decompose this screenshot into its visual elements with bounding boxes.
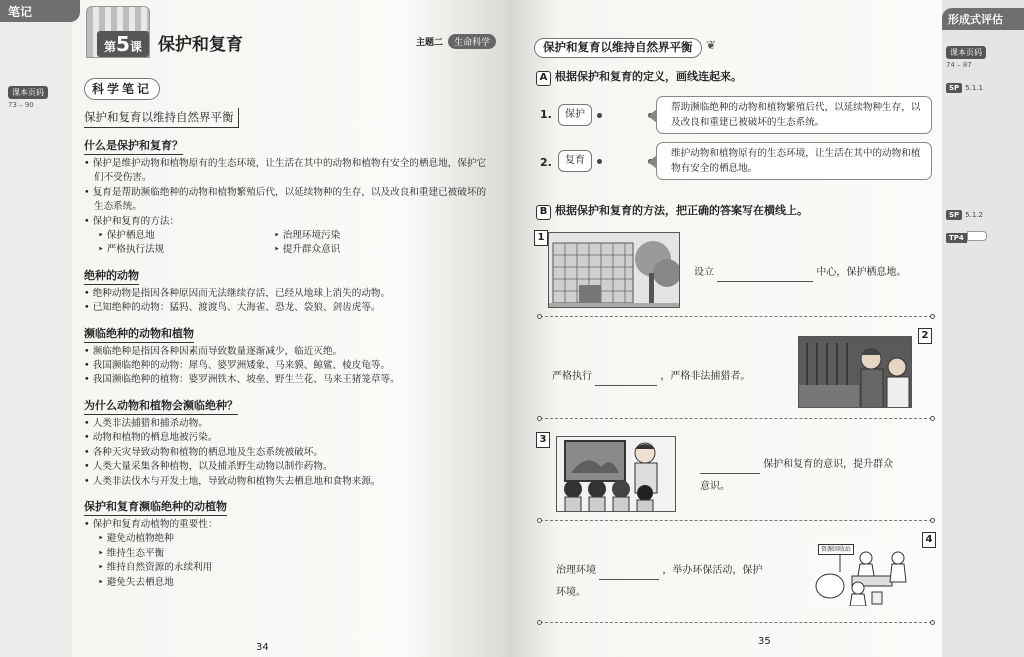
note-bullet: • 我国濒临绝种的植物：婆罗洲铁木、坡垒、野生兰花、马来王猪笼草等。 [84, 374, 400, 386]
sp-badge: SP [946, 83, 962, 93]
divider [540, 520, 932, 521]
answer-blank[interactable] [717, 270, 813, 282]
divider [540, 622, 932, 623]
task-letter: A [536, 71, 551, 86]
note-block-causes [84, 394, 494, 489]
divider-end [930, 620, 935, 625]
recycling-sign: 资源回收站 [818, 544, 854, 555]
page-reference [8, 80, 48, 109]
recycling-illustration [810, 542, 918, 606]
question-sentence-line2: 意识。 [700, 481, 730, 492]
match-definition-box: 帮助濒临绝种的动物和植物繁殖后代，以延续物种生存，以及改良和重建已被破坏的生态系统。 [656, 96, 932, 134]
notes-body [84, 134, 494, 596]
note-bullet: • 保护和复育动植物的重要性： [84, 518, 218, 530]
divider-end [537, 518, 542, 523]
task-letter: B [536, 205, 551, 220]
question-number: 2 [918, 328, 932, 344]
question-sentence [552, 368, 750, 386]
note-sub-item: ‣ 避免动植物绝种 [98, 533, 174, 545]
enforcement-illustration [798, 336, 912, 408]
note-title: 什么是保护和复育？ [84, 137, 183, 155]
lesson-title: 保护和复育 [158, 35, 243, 55]
question-sentence [700, 456, 893, 474]
building-illustration [548, 232, 680, 308]
answer-blank[interactable] [700, 462, 760, 474]
tp-badge: TP4 [946, 233, 967, 243]
question-number: 3 [536, 432, 550, 448]
leaf-icon: ❦ [706, 38, 717, 52]
method-item: ‣ 保护栖息地 [98, 230, 155, 242]
sp-standard-b [946, 202, 987, 244]
science-notes-header: 科学笔记 [84, 78, 160, 100]
note-bullet: • 人类大量采集各种植物，以及捕杀野生动物以制作药物。 [84, 461, 333, 473]
note-block-definition [84, 134, 494, 258]
note-bullet: • 人类非法伐木与开发土地，导致动物和植物失去栖息地和食物来源。 [84, 475, 381, 487]
theme-name: 生命科学 [448, 34, 496, 49]
note-title: 保护和复育濒临绝种的动植物 [84, 498, 227, 516]
section-heading: 保护和复育以维持自然界平衡 [84, 108, 239, 128]
lesson-badge [86, 6, 150, 58]
question-text-after: ，举办环保活动，保护 [662, 565, 763, 576]
task-text: 根据保护和复育的方法，把正确的答案写在横线上。 [555, 204, 808, 217]
note-title: 濒临绝种的动物和植物 [84, 325, 194, 343]
divider-end [537, 620, 542, 625]
method-item: ‣ 严格执行法规 [98, 244, 165, 256]
left-page-number: 34 [256, 642, 269, 653]
note-bullet: • 人类非法捕猎和捕杀动物。 [84, 417, 208, 429]
task-b-instruction [536, 202, 808, 220]
note-bullet: • 已知绝种的动物：猛犸、渡渡鸟、大海雀、恐龙、袋狼、剑齿虎等。 [84, 302, 381, 314]
task-text: 根据保护和复育的定义，画线连起来。 [555, 70, 742, 83]
answer-blank[interactable] [595, 374, 657, 386]
match-definition-box: 维护动物和植物原有的生态环境，让生活在其中的动物和植物有安全的栖息地。 [656, 142, 932, 180]
theme-label [416, 34, 496, 49]
note-title: 为什么动物和植物会濒临绝种？ [84, 397, 238, 415]
divider-end [930, 314, 935, 319]
assessment-tab[interactable]: 形成式评估 [942, 8, 1024, 30]
answer-blank[interactable] [599, 568, 659, 580]
question-text-after: 中心，保护栖息地。 [816, 267, 907, 278]
lesson-number-box [97, 31, 149, 57]
divider-end [537, 314, 542, 319]
note-bullet: • 保护和复育的方法： [84, 215, 180, 227]
question-text-before: 治理环境 [556, 565, 596, 576]
note-sub-item: ‣ 维持生态平衡 [98, 547, 165, 559]
note-block-importance [84, 495, 494, 590]
right-page-number: 35 [758, 636, 771, 647]
question-number: 4 [922, 532, 936, 548]
question-number: 1 [534, 230, 548, 246]
divider-end [537, 416, 542, 421]
right-page-reference [946, 40, 986, 94]
match-number: 1. [540, 108, 552, 121]
methods-list [84, 229, 494, 258]
note-block-endangered [84, 322, 494, 388]
divider-end [930, 416, 935, 421]
sp-code: 5.1.1 [965, 84, 983, 92]
page-reference-label: 课本页码 [8, 86, 48, 99]
question-sentence-line2: 环境。 [556, 587, 586, 598]
divider-end [930, 518, 935, 523]
question-text-after: 保护和复育的意识，提升群众 [763, 459, 894, 470]
note-bullet: • 濒临绝种是指因各种因素而导致数量逐渐减少，临近灭绝。 [84, 345, 343, 357]
divider [540, 418, 932, 419]
note-sub-item: ‣ 避免失去栖息地 [98, 576, 174, 588]
lesson-prefix: 第 [104, 40, 117, 54]
note-bullet: • 复育是帮助濒临绝种的动物和植物繁殖后代，以延续物种的生存，以及改良和重建已被破坏的生态系统。 [84, 186, 487, 213]
match-number: 2. [540, 156, 552, 169]
tp-score-box[interactable] [967, 231, 987, 241]
match-dot[interactable] [597, 113, 602, 118]
note-block-extinct [84, 264, 494, 316]
note-title: 绝种的动物 [84, 267, 139, 285]
divider [540, 316, 932, 317]
note-bullet: • 各种天灾导致动物和植物的栖息地及生态系统被破坏。 [84, 446, 323, 458]
question-sentence [556, 562, 762, 580]
notes-tab[interactable]: 笔记 [0, 0, 80, 22]
note-bullet: • 动物和植物的栖息地被污染。 [84, 432, 218, 444]
question-text-before: 严格执行 [552, 371, 592, 382]
note-bullet: • 绝种动物是指因各种原因而无法继续存活，已经从地球上消失的动物。 [84, 287, 391, 299]
page-reference-range: 73 – 90 [8, 101, 34, 109]
match-dot[interactable] [597, 159, 602, 164]
task-a-instruction [536, 68, 742, 86]
sp-standard-a [946, 75, 986, 94]
note-sub-item: ‣ 维持自然资源的永续利用 [98, 562, 213, 574]
question-text-before: 设立 [694, 267, 714, 278]
page-reference-range: 74 – 87 [946, 61, 972, 69]
match-term-box[interactable]: 保护 [558, 104, 592, 126]
question-text-after: ，严格非法捕猎者。 [660, 371, 751, 382]
lesson-suffix: 课 [129, 40, 142, 54]
note-bullet: • 我国濒临绝种的动物：犀鸟、婆罗洲矮象、马来貘、鲸鲨、棱皮龟等。 [84, 360, 391, 372]
question-sentence [694, 264, 906, 282]
method-item: ‣ 提升群众意识 [274, 244, 341, 256]
match-term-box[interactable]: 复育 [558, 150, 592, 172]
awareness-illustration [556, 436, 676, 512]
note-bullet: • 保护是维护动物和植物原有的生态环境，让生活在其中的动物和植物有安全的栖息地，保护它们不受伤害。 [84, 158, 487, 184]
method-item: ‣ 治理环境污染 [274, 230, 341, 242]
lesson-number: 5 [116, 32, 130, 56]
sp-badge: SP [946, 210, 962, 220]
theme-number: 主题二 [416, 38, 444, 48]
exercise-title: 保护和复育以维持自然界平衡 [534, 38, 702, 58]
sp-code: 5.1.2 [965, 211, 983, 219]
right-margin [942, 0, 1024, 657]
page-reference-label: 课本页码 [946, 46, 986, 59]
